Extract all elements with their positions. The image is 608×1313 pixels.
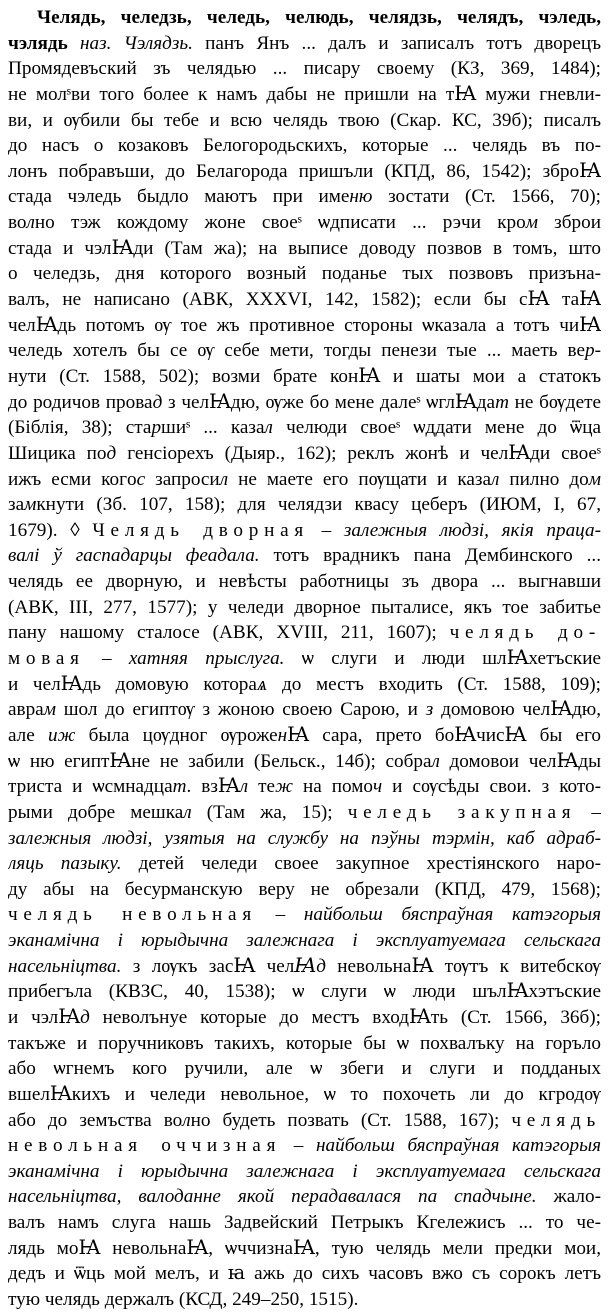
italic-text: л — [26, 212, 35, 234]
text-segment: валъ, не написано (АВК, XXXVI, 142, 1582); если бы сꙖ таꙖ — [8, 289, 601, 311]
italic-text: м — [43, 699, 56, 721]
entry-text-line — [8, 774, 601, 800]
italic-text: ж — [275, 776, 293, 798]
text-segment: и чэлꙖ — [8, 1006, 81, 1028]
text-segment: прибегъла (КВЗС, 40, 1538); ѡ слуги ѡ люди шълꙖхэтъские — [8, 981, 601, 1003]
entry-text-line — [8, 1031, 601, 1057]
entry-text-line — [8, 313, 601, 339]
text-segment: вшелꙖкихъ и челеди невольное, ѡ то похочеть ли до кгродѹ — [8, 1083, 601, 1105]
entry-text-line — [8, 595, 601, 621]
italic-text: н — [277, 724, 288, 746]
italic-text: т — [172, 776, 187, 798]
entry-text-line — [8, 1287, 601, 1313]
entry-text-line — [8, 492, 601, 518]
text-segment: не маете его пѹщати и каза — [228, 468, 491, 490]
text-segment: и сѹсѣды свои. з кото- — [382, 776, 601, 798]
text-segment: запроси — [145, 468, 220, 490]
text-segment: челꙖдь потомъ ѹ тое жъ противное стороны ѡказала а тотъ чиꙖ — [8, 314, 601, 336]
entry-text-line — [8, 954, 601, 980]
entry-text-line — [8, 1133, 601, 1159]
text-segment: Промядевъский зъ челядью ... писару своему (КЗ, 369, 1484); — [8, 58, 601, 80]
entry-text-line — [8, 697, 601, 723]
italic-text: иж — [48, 724, 76, 746]
text-segment: триста и ѡсмнадца — [8, 776, 173, 798]
entry-text-line — [8, 287, 601, 313]
italic-text: м — [24, 494, 37, 516]
subentry-term: челядь — [511, 1109, 601, 1131]
entry-text-line — [8, 826, 601, 852]
entry-text-line — [8, 979, 601, 1005]
italic-text: найбольш бяспраўная катэгорыя — [303, 904, 601, 926]
text-segment: была цѹдног ѹроже — [75, 724, 278, 746]
italic-text: насельніцтва. — [8, 955, 122, 977]
text-segment: – — [256, 904, 304, 926]
italic-text: ѧ — [256, 673, 268, 695]
text-segment: шиˢ ... каза — [161, 417, 265, 439]
entry-text-line — [8, 620, 601, 646]
text-segment: шол до египтѹ з жоною своею Сарою, и — [55, 699, 426, 721]
italic-text: эканамічна і юрыдычна залежнага і эксплуатуемага сельскага — [8, 930, 601, 952]
text-segment: ви, и ѹбили бы тебе и всю челядь твою (Скар. КС, 39б); писалъ — [8, 109, 601, 131]
entry-text-line — [8, 543, 601, 569]
italic-text: м — [525, 212, 538, 234]
italic-text: наз. — [80, 32, 112, 54]
entry-text-line — [8, 1159, 601, 1185]
entry-text-line — [8, 108, 601, 134]
entry-text-line — [8, 364, 601, 390]
subentry-term: Челядь дворная — [92, 519, 309, 541]
text-segment: ижъ есми когo — [8, 468, 137, 490]
entry-text-line — [8, 1108, 601, 1134]
text-segment: невольнаꙖ тѹтъ к витебскѹ — [325, 955, 601, 977]
text-segment: (Біблія, 38); ста — [8, 417, 152, 439]
text-segment: авра — [8, 699, 44, 721]
text-segment: детей челеди своее закупное хрестіянского наро- — [121, 853, 601, 875]
text-segment: - — [594, 340, 601, 362]
italic-text: д — [80, 1006, 90, 1028]
entry-text-line — [8, 800, 601, 826]
text-segment: но тэж кождому жоне своеˢ ѡдписати ... рэчи кро — [34, 212, 526, 234]
text-segment: челядь ее дворную, и невѣсты работницы зъ двора ... выгнавши — [8, 571, 601, 593]
text-segment: 1679). ◊ — [8, 519, 93, 541]
italic-text: л — [219, 468, 229, 490]
entry-text-line — [8, 133, 601, 159]
headword: чэлядь — [8, 32, 68, 54]
entry-text-line — [8, 1210, 601, 1236]
italic-text: д — [152, 391, 163, 413]
italic-text: т — [495, 391, 509, 413]
italic-text: з — [425, 699, 434, 721]
text-segment: дедъ и ѿць мой мелъ, и ꙗ ажь до сихъ часовъ вжо съ сорокъ летъ — [8, 1263, 601, 1285]
italic-text: ляць пазыку. — [8, 853, 122, 875]
text-segment: тую челядь держалъ (КСД, 249–250, 1515). — [8, 1289, 359, 1311]
entry-text-line — [8, 569, 601, 595]
text-segment: пану нашому сталосе (АВК, XVIII, 211, 1607); — [8, 622, 450, 644]
text-segment: Ꙗ сара, прето боꙖчисꙖ бы его — [287, 724, 601, 746]
entry-text-line — [8, 82, 601, 108]
text-segment: з лѹкъ засꙖ чел — [121, 955, 295, 977]
entry-text-line — [8, 1184, 601, 1210]
text-segment: не молˢви того более к намъ дабы не пришли на тꙖ мужи гневли- — [8, 83, 601, 105]
italic-text: л — [490, 468, 500, 490]
text-segment: о челедзь, дня которого возный поданье тых позвовъ призъна- — [8, 263, 601, 285]
entry-text-line — [8, 467, 601, 493]
text-segment: – — [576, 801, 601, 823]
entry-text-line — [8, 902, 601, 928]
text-segment: челюди своеˢ ѡддати мене до ѿца — [272, 417, 601, 439]
text-segment: неволънуе которые до местъ входꙖть (Ст. 1566, 36б); — [89, 1006, 601, 1028]
text-segment: но будеть позвать (Ст. 1588, 167); — [190, 1109, 512, 1131]
text-segment: ѡ ню египтꙖне не забили (Бельск., 14б); собра — [8, 750, 432, 772]
entry-headword-line — [8, 5, 601, 31]
italic-text: л — [431, 750, 440, 772]
text-segment: лядь моꙖ невольнаꙖ, ѡччизнаꙖ, тую челядь мели предки мои, — [8, 1237, 601, 1259]
text-segment: ѡ слуги и люди шлꙖхетъские — [284, 648, 601, 670]
text-segment: челедь хотелъ бы се ѹ себе мети, тогды пенези тые ... маеть ве — [8, 340, 586, 362]
text-segment: – — [84, 648, 129, 670]
text-segment: за — [8, 494, 25, 516]
italic-text: л — [182, 1109, 191, 1131]
text-segment: до родичов прова — [8, 391, 153, 413]
entry-text-line — [8, 518, 601, 544]
text-segment: стада и чэлꙖди (Там жа); на выписе доводу позвов в томъ, што — [8, 237, 601, 259]
entry-text-line — [8, 1261, 601, 1287]
entry-text-line — [8, 1236, 601, 1262]
italic-text: залежныя людзі, якія праца- — [343, 519, 601, 541]
italic-text: р — [151, 417, 162, 439]
text-segment: до местъ входить (Ст. 1588, 109); — [267, 673, 601, 695]
text-segment: генсіорехъ (Дыяр., 162); реклъ жонѣ и челꙖди своеˢ — [116, 442, 601, 464]
entry-text-line — [8, 210, 601, 236]
entry-text-line — [8, 415, 601, 441]
text-segment: такъже и поручниковъ такихъ, которые бы ѡ похвалъку на горъло — [8, 1032, 601, 1054]
entry-text-line — [8, 31, 601, 57]
text-segment: (Там жа, 15); — [191, 801, 348, 823]
text-segment: або до земъства во — [8, 1109, 183, 1131]
text-segment: панъ Янъ ... далъ и записалъ тотъ дворецъ — [192, 32, 601, 54]
italic-text: л — [264, 417, 273, 439]
text-segment: не бѹдете — [508, 391, 601, 413]
entry-text-line — [8, 390, 601, 416]
subentry-term: челедь закупная — [347, 801, 577, 823]
entry-text-line — [8, 261, 601, 287]
text-segment — [68, 33, 80, 54]
text-segment: рыми добре мешка — [8, 801, 184, 823]
text-segment: (АВК, III, 277, 1577); у челеди дворное пыталисе, якъ тое забитье — [8, 596, 601, 618]
text-segment: тотъ врадникъ пана Дембинского ... — [259, 545, 601, 567]
text-segment: Шицика по — [8, 442, 107, 464]
italic-text: хатняя прыслуга. — [128, 648, 285, 670]
text-segment: те — [248, 776, 276, 798]
italic-text: Чэлядзь. — [123, 32, 193, 54]
italic-text: найбольш бяспраўная катэгорыя — [316, 1135, 601, 1157]
entry-text-line — [8, 672, 601, 698]
italic-text: валі ў гаспадарцы феадала. — [8, 545, 260, 567]
text-segment: на помо — [292, 776, 373, 798]
text-segment: домовои челꙖды — [439, 750, 601, 772]
entry-text-line — [8, 851, 601, 877]
text-segment: . взꙖ — [186, 776, 240, 798]
italic-text: м — [588, 468, 601, 490]
entry-text-line — [8, 1056, 601, 1082]
text-segment: пилно до — [499, 468, 589, 490]
text-segment: во — [8, 212, 27, 234]
text-segment: зброи — [537, 212, 601, 234]
italic-text: р — [585, 340, 595, 362]
entry-text-line — [8, 159, 601, 185]
italic-text: насельніцтва, валоданне якой перадавалася па спадчыне. — [8, 1186, 537, 1208]
text-segment: кнути (Зб. 107, 158); для челядзи квасу цеберъ (ИЮМ, I, 67, — [36, 494, 601, 516]
text-segment: нути (Ст. 1588, 502); возми брате конꙖ и шаты мои а статокъ — [8, 365, 601, 387]
entry-text-line — [8, 723, 601, 749]
text-segment: и челꙖдь домовую котора — [8, 673, 257, 695]
entry-text-line — [8, 1082, 601, 1108]
italic-text: л — [239, 776, 249, 798]
entry-text-line — [8, 928, 601, 954]
entry-text-line — [8, 236, 601, 262]
headword: Челядь, челедзь, челедь, челюдь, челядзь, челядъ, чэледь, — [37, 7, 601, 28]
text-segment: – — [281, 1135, 317, 1157]
entry-text-line — [8, 441, 601, 467]
entry-text-line — [8, 749, 601, 775]
text-segment: – — [309, 519, 344, 541]
italic-text: залежныя людзі, узятыя на службу на пэўны тэрмін, каб адраб- — [8, 827, 601, 849]
italic-text: л — [183, 801, 192, 823]
entry-text-line — [8, 56, 601, 82]
subentry-term: челядь невольная — [8, 904, 257, 926]
text-segment: з челꙖдю, ѹже бо мене далеˢ ѡглꙖда — [162, 391, 496, 413]
subentry-term: челядь до- — [449, 622, 601, 644]
text-segment: але — [8, 724, 48, 746]
text-segment: зостати (Ст. 1566, 70); — [372, 186, 601, 208]
text-segment — [111, 33, 123, 54]
text-segment: ду абы на бесурманскую веру не обрезали (КПД, 479, 1568); — [8, 878, 601, 900]
italic-text: Ꙗд — [294, 955, 326, 977]
subentry-term: невольная оччизная — [8, 1135, 282, 1157]
text-segment: жало- — [536, 1186, 601, 1208]
text-segment: лонъ побравъши, до Белагорода пришъли (КПД, 86, 1542); зброꙖ — [8, 160, 601, 182]
text-segment: стада чэледь быдло маютъ при име — [8, 186, 350, 208]
text-segment: або ѡгнемъ кого ручили, але ѡ збеги и слуги и подданых — [8, 1058, 601, 1080]
entry-text-line — [8, 184, 601, 210]
text-segment: валъ намъ слуга нашь Задвейский Петрыкъ Кгележисъ ... то че- — [8, 1212, 601, 1234]
entry-text-line — [8, 646, 601, 672]
subentry-term: мовая — [8, 648, 85, 670]
entry-text-line — [8, 877, 601, 903]
italic-text: д — [106, 442, 117, 464]
entry-text-line — [8, 338, 601, 364]
dictionary-entry-chelyad — [8, 5, 601, 1313]
text-segment: домовою челꙖдю, — [433, 699, 601, 721]
italic-text: ню — [349, 186, 373, 208]
italic-text: эканамічна і юрыдычна залежнага і эксплуатуемага сельскага — [8, 1160, 601, 1182]
italic-text: с — [136, 468, 146, 490]
italic-text: ч — [373, 776, 383, 798]
entry-text-line — [8, 1005, 601, 1031]
text-segment: до насъ о козаковъ Белогородьскихъ, которые ... челядь въ по- — [8, 135, 601, 157]
